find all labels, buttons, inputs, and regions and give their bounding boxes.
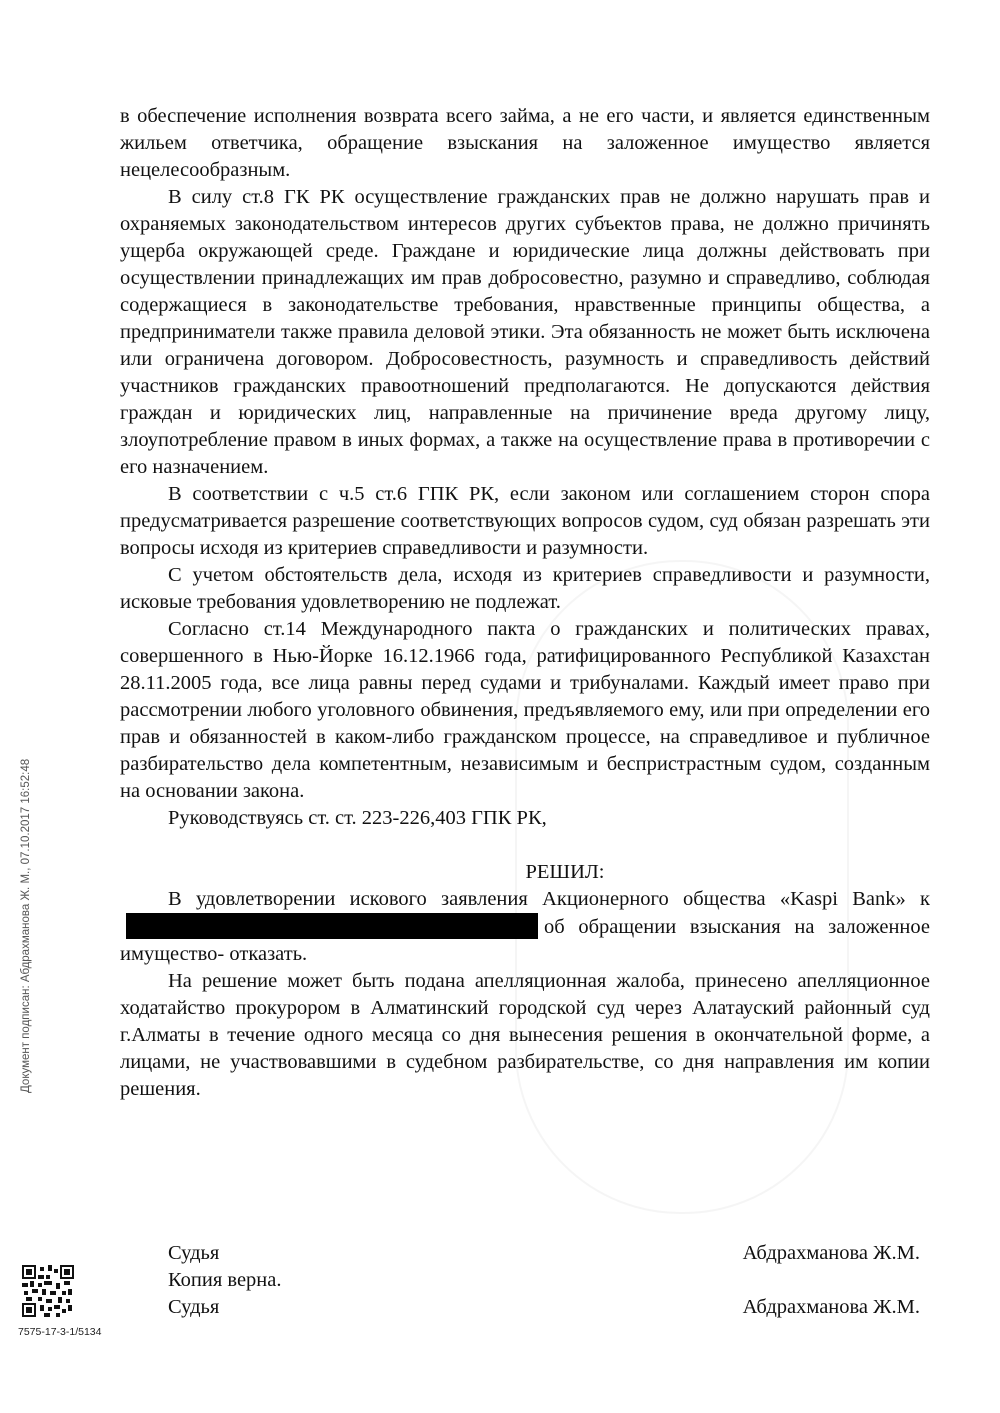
decision-text-end: об обращении взыскания на заложенное имущество- отказать. [120,916,930,965]
decision-text-start: В удовлетворении искового заявления Акционерного общества «Kaspi Bank» к [168,888,930,910]
document-body [120,103,930,1103]
paragraph-guided-by: Руководствуясь ст. ст. 223-226,403 ГПК РК, [168,807,547,829]
paragraph-article-6: В соответствии с ч.5 ст.6 ГПК РК, если законом или соглашением сторон спора предусматривается разрешение соответствующих вопросов судом, суд обязан разрешать эти вопросы исходя из критериев справедливости и разумности. [120,483,930,559]
paragraph-continuation: в обеспечение исполнения возврата всего займа, а не его части, и является единственным жильем ответчика, обращение взыскания на заложенное имущество является нецелесообразным. [120,105,930,181]
judge-label: Судья [168,1242,220,1264]
paragraph-covenant: Согласно ст.14 Международного пакта о гражданских и политических правах, совершенного в Нью-Йорке 16.12.1966 года, ратифицированного Республикой Казахстан 28.11.2005 года, все лица равны перед судами и трибуналами. Каждый имеет право при рассмотрении любого уголовного обвинения, предъявляемого ему, или при определении его прав и обязанностей в каком-либо гражданском процессе, на справедливое и публичное разбирательство дела компетентным, независимым и беспристрастным судом, созданным на основании закона. [120,618,930,802]
judge-name: Абдрахманова Ж.М. [742,1242,920,1264]
signature-row-judge [168,1240,920,1267]
digital-signature-note: Документ подписан: Абдрахманова Ж. М., 07.10.2017 16:52:48 [20,758,32,1093]
paragraph-article-8: В силу ст.8 ГК РК осуществление гражданских прав не должно нарушать прав и охраняемых законодательством интересов других субъектов права, не должно причинять ущерба окружающей среде. Граждане и юридические лица должны действовать при осуществлении принадлежащих им прав добросовестно, разумно и справедливо, соблюдая содержащиеся в законодательстве требования, нравственные принципы общества, а предприниматели также правила деловой этики. Эта обязанность не может быть исключена или ограничена договором. Добросовестность, разумность и справедливость действий участников гражданских правоотношений предполагаются. Не допускаются действия граждан и юридических лиц, направленные на причинение вреда другому лицу, злоупотребление правом в иных формах, а также на осуществление права в противоречии с его назначением. [120,186,930,478]
judge-name-2: Абдрахманова Ж.М. [742,1296,920,1318]
signature-block [168,1240,920,1321]
qr-code [22,1265,74,1317]
paragraph-appeal: На решение может быть подана апелляционная жалоба, принесено апелляционное ходатайство прокурором в Алматинский городской суд через Алатауский районный суд г.Алматы в течение одного месяца со дня вынесения решения в окончательной форме, а лицами, не участвовавшими в судебном разбирательстве, со дня направления им копии решения. [120,970,930,1100]
signature-row-copy [168,1267,920,1294]
decision-heading: РЕШИЛ: [525,861,605,883]
document-id: 7575-17-3-1/5134 [18,1326,102,1338]
paragraph-decision [120,886,930,968]
copy-label: Копия верна. [168,1269,282,1291]
paragraph-conclusion: С учетом обстоятельств дела, исходя из критериев справедливости и разумности, исковые требования удовлетворению не подлежат. [120,564,930,613]
redaction-bar [126,913,538,939]
judge-label-2: Судья [168,1296,220,1318]
signature-row-judge-2 [168,1294,920,1321]
